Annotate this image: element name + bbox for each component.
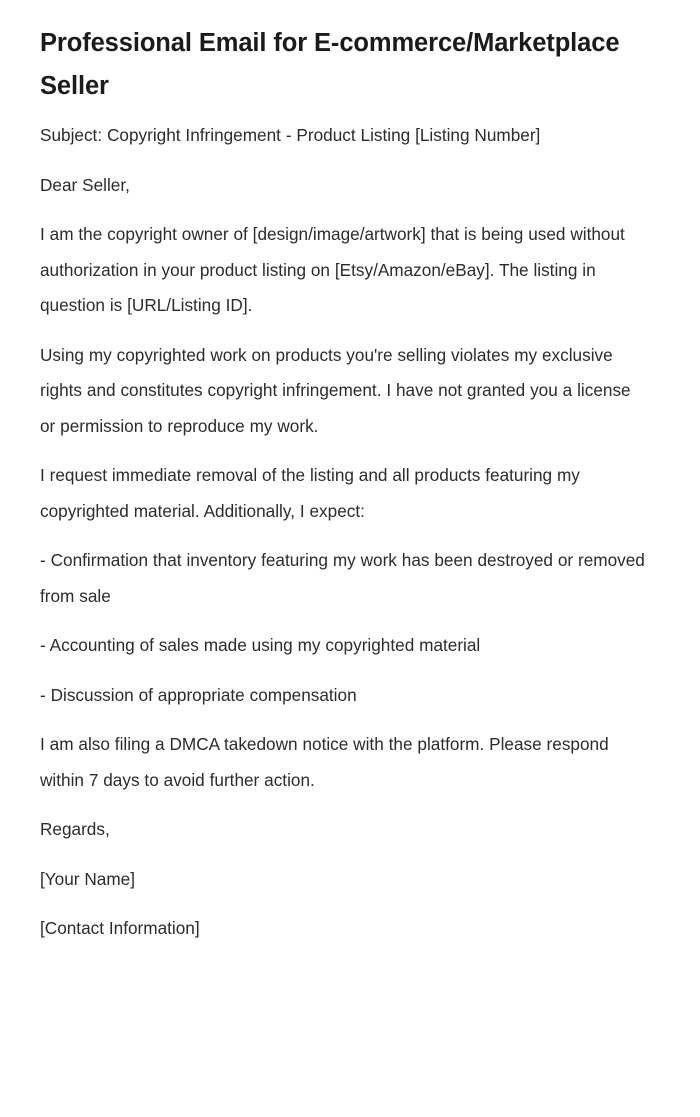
salutation: Dear Seller, bbox=[40, 174, 130, 195]
subject-line: Subject: Copyright Infringement - Product Listing [Listing Number] bbox=[40, 125, 541, 145]
page-title: Professional Email for E-commerce/Marketplace Seller bbox=[40, 29, 620, 100]
demand-list-item: - Discussion of appropriate compensation bbox=[40, 684, 357, 705]
dmca-notice-paragraph: I am also filing a DMCA takedown notice with the platform. Please respond within 7 days to avoid further action. bbox=[40, 734, 609, 790]
sign-off: Regards, bbox=[40, 819, 110, 839]
demand-list-item: - Accounting of sales made using my copyrighted material bbox=[40, 635, 481, 655]
signature-name: [Your Name] bbox=[40, 868, 135, 889]
signature-contact: [Contact Information] bbox=[40, 918, 200, 938]
removal-request-paragraph: I request immediate removal of the listing and all products featuring my copyrighted material. Additionally, I expect: bbox=[40, 465, 580, 521]
ownership-claim-paragraph: I am the copyright owner of [design/image/artwork] that is being used without authorization in your product listing on [Etsy/Amazon/eBay]. The listing in question is [URL/Listing ID]. bbox=[40, 224, 625, 315]
infringement-statement-paragraph: Using my copyrighted work on products you're selling violates my exclusive rights and constitutes copyright infringement. I have not granted you a license or permission to reproduce my work. bbox=[40, 344, 631, 436]
demand-list-item: - Confirmation that inventory featuring my work has been destroyed or removed from sale bbox=[40, 550, 645, 606]
